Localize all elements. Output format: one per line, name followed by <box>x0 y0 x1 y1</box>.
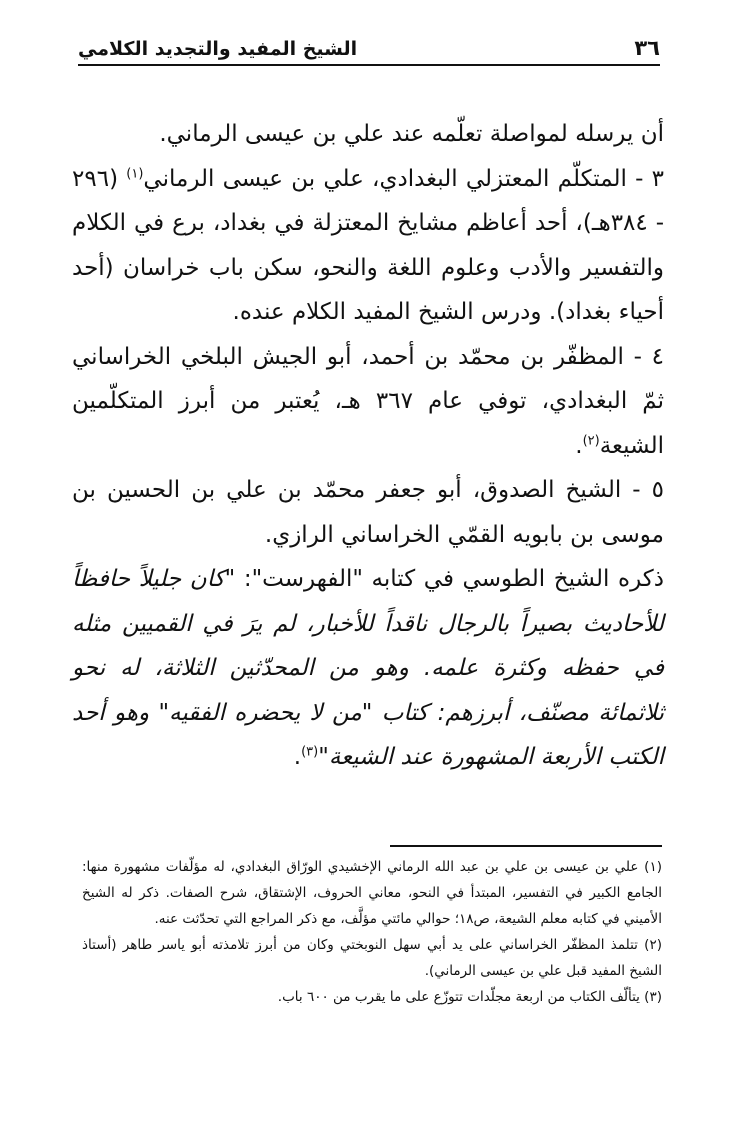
paragraph-rummani-text: ٣ - المتكلّم المعتزلي البغدادي، علي بن عيسى الرماني <box>143 165 665 192</box>
running-title: الشيخ المفيد والتجديد الكلامي <box>78 38 358 60</box>
paragraph-muzaffar-end: . <box>575 432 583 459</box>
footnote-2: (٢) تتلمذ المظفّر الخراساني على يد أبي سهل النوبختي وكان من أبرز تلامذته أبو ياسر طاهر (أستاذ الشيخ المفيد قبل علي بن عيسى الرماني). <box>82 937 662 979</box>
footnote-1: (١) علي بن عيسى بن علي بن عبد الله الرماني الإخشيدي الورّاق البغدادي، له مؤلّفات مشهورة منها: الجامع الكبير في التفسير، المبتدأ في النحو، معاني الحروف، الإشتقاق، شرح الصفات. ذكر له الشيخ الأميني في كتابه معلم الشيعة، ص١٨؛ حوالي مائتي مؤلَّف، مع ذكر المراجع التي تحدّثت عنه. <box>82 859 662 927</box>
paragraph-rummani-cont: (٢٩٦ - ٣٨٤هـ)، أحد أعاظم مشايخ المعتزلة في بغداد، برع في الكلام والتفسير والأدب وعلوم اللغة والنحو، سكن باب خراسان (أحد أحياء بغداد). ودرس الشيخ المفيد الكلام عنده. <box>72 165 664 325</box>
quote-intro: ذكره الشيخ الطوسي في كتابه "الفهرست": <box>235 566 664 592</box>
footnote-mark-1[interactable]: (١) <box>126 165 144 181</box>
running-header <box>78 24 660 66</box>
paragraph-muzaffar-text: ٤ - المظفّر بن محمّد بن أحمد، أبو الجيش البلخي الخراساني ثمّ البغدادي، توفي عام ٣٦٧ هـ، يُعتبر من أبرز المتكلّمين الشيعة <box>72 343 665 459</box>
footnotes <box>82 854 662 1010</box>
paragraph-saduq: ٥ - الشيخ الصدوق، أبو جعفر محمّد بن علي بن الحسين بن موسى بن بابويه القمّي الخراساني الرازي. <box>72 477 664 548</box>
paragraph-muzaffar <box>72 335 664 469</box>
paragraph-quote <box>72 557 664 780</box>
footnote-mark-2[interactable]: (٢) <box>582 432 600 448</box>
quote-end: . <box>293 744 302 770</box>
footnote-divider <box>390 845 662 847</box>
paragraph-1: أن يرسله لمواصلة تعلّمه عند علي بن عيسى الرماني. <box>159 121 664 147</box>
quote-text: "كان جليلاً حافظاً للأحاديث بصيراً بالرجال ناقداً للأخبار، لم يرَ في القميين مثله في حفظه وكثرة علمه. وهو من المحدّثين الثلاثة، له نحو ثلاثمائة مصنّف، أبرزهم: كتاب "من لا يحضره الفقيه" وهو أحد الكتب الأربعة المشهورة عند الشيعة" <box>72 566 664 770</box>
page-number: ٣٦ <box>634 36 660 60</box>
footnote-3: (٣) يتألّف الكتاب من اربعة مجلّدات تتوزّع على ما يقرب من ٦٠٠ باب. <box>277 989 662 1005</box>
footnote-mark-3[interactable]: (٣) <box>301 744 319 760</box>
body-text <box>72 112 664 780</box>
paragraph-rummani <box>72 157 664 335</box>
